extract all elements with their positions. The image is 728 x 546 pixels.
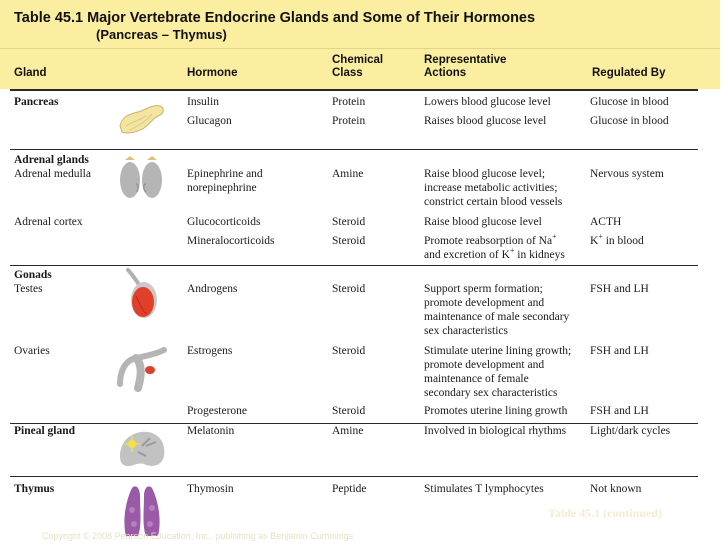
- hormone-glucocorticoids: Glucocorticoids: [187, 216, 261, 228]
- gland-adrenal-medulla: Adrenal medulla: [14, 168, 91, 180]
- table-title: Table 45.1 Major Vertebrate Endocrine Glands and Some of Their Hormones: [14, 10, 536, 26]
- action-estrogens-1: Stimulate uterine lining growth;: [424, 345, 572, 357]
- adrenal-glands-icon: [116, 154, 166, 204]
- rule-after-pancreas: [10, 149, 698, 150]
- action-mineralocorticoids-2: and excretion of K+ in kidneys: [424, 246, 565, 261]
- header-rule: [10, 89, 698, 91]
- regulated-melatonin: Light/dark cycles: [590, 425, 671, 437]
- table-continued-caption: Table 45.1 (continued): [548, 506, 662, 520]
- header-hormone: Hormone: [187, 67, 238, 79]
- header-gland: Gland: [14, 67, 47, 79]
- gland-ovaries: Ovaries: [14, 345, 50, 357]
- class-mineralocorticoids: Steroid: [332, 235, 366, 247]
- action-thymosin: Stimulates T lymphocytes: [424, 483, 544, 495]
- action-estrogens-4: secondary sex characteristics: [424, 387, 558, 399]
- class-estrogens: Steroid: [332, 345, 366, 357]
- regulated-mineralocorticoids: K+ in blood: [590, 232, 644, 247]
- action-melatonin: Involved in biological rhythms: [424, 425, 567, 437]
- column-header-band: [0, 48, 720, 89]
- gland-adrenal-cortex: Adrenal cortex: [14, 216, 83, 228]
- rule-after-adrenal: [10, 265, 698, 266]
- hormone-epinephrine-1: Epinephrine and: [187, 168, 263, 180]
- gland-thymus: Thymus: [14, 483, 55, 495]
- hormone-androgens: Androgens: [187, 283, 238, 295]
- regulated-insulin: Glucose in blood: [590, 96, 669, 108]
- pancreas-icon: [116, 100, 166, 136]
- regulated-glucocorticoids: ACTH: [590, 216, 622, 228]
- header-chemical-class-2: Class: [332, 67, 363, 79]
- hormone-mineralocorticoids: Mineralocorticoids: [187, 235, 275, 247]
- action-estrogens-2: promote development and: [424, 359, 545, 371]
- rule-after-pineal: [10, 476, 698, 477]
- hormone-melatonin: Melatonin: [187, 425, 235, 437]
- hormone-epinephrine-2: norepinephrine: [187, 182, 257, 194]
- action-androgens-4: sex characteristics: [424, 325, 508, 337]
- action-androgens-3: maintenance of male secondary: [424, 311, 570, 323]
- action-mineralocorticoids-1: Promote reabsorption of Na+: [424, 232, 557, 247]
- regulated-glucagon: Glucose in blood: [590, 115, 669, 127]
- class-melatonin: Amine: [332, 425, 364, 437]
- pineal-gland-icon: [116, 426, 168, 470]
- regulated-thymosin: Not known: [590, 483, 642, 495]
- table-subtitle: (Pancreas – Thymus): [96, 27, 227, 42]
- gland-testes: Testes: [14, 283, 43, 295]
- header-actions-2: Actions: [424, 67, 467, 79]
- action-progesterone: Promotes uterine lining growth: [424, 405, 568, 417]
- action-epinephrine-3: constrict certain blood vessels: [424, 196, 563, 208]
- class-androgens: Steroid: [332, 283, 366, 295]
- action-insulin: Lowers blood glucose level: [424, 96, 551, 108]
- class-epinephrine: Amine: [332, 168, 364, 180]
- testis-icon: [118, 266, 166, 320]
- hormone-insulin: Insulin: [187, 96, 219, 108]
- action-epinephrine-1: Raise blood glucose level;: [424, 168, 546, 180]
- hormone-glucagon: Glucagon: [187, 115, 232, 127]
- action-estrogens-3: maintenance of female: [424, 373, 529, 385]
- header-regulated-by: Regulated By: [592, 67, 666, 79]
- regulated-progesterone: FSH and LH: [590, 405, 649, 417]
- gland-adrenal-group: Adrenal glands: [14, 154, 89, 166]
- regulated-androgens: FSH and LH: [590, 283, 649, 295]
- action-glucagon: Raises blood glucose level: [424, 115, 547, 127]
- action-androgens-1: Support sperm formation;: [424, 283, 543, 295]
- class-progesterone: Steroid: [332, 405, 366, 417]
- ovary-icon: [116, 344, 170, 392]
- title-band: [0, 0, 720, 48]
- regulated-epinephrine: Nervous system: [590, 168, 664, 180]
- hormone-thymosin: Thymosin: [187, 483, 234, 495]
- gland-gonads-group: Gonads: [14, 269, 52, 281]
- header-actions-1: Representative: [424, 54, 507, 66]
- class-glucocorticoids: Steroid: [332, 216, 366, 228]
- regulated-estrogens: FSH and LH: [590, 345, 649, 357]
- class-thymosin: Peptide: [332, 483, 367, 495]
- class-glucagon: Protein: [332, 115, 366, 127]
- hormone-progesterone: Progesterone: [187, 405, 248, 417]
- gland-pineal: Pineal gland: [14, 425, 76, 437]
- action-epinephrine-2: increase metabolic activities;: [424, 182, 558, 194]
- action-glucocorticoids: Raise blood glucose level: [424, 216, 542, 228]
- header-chemical-class-1: Chemical: [332, 54, 384, 66]
- class-insulin: Protein: [332, 96, 366, 108]
- hormone-estrogens: Estrogens: [187, 345, 233, 357]
- copyright-notice: Copyright © 2008 Pearson Education, Inc., publishing as Benjamin Cummings: [42, 531, 354, 541]
- action-androgens-2: promote development and: [424, 297, 545, 309]
- gland-pancreas: Pancreas: [14, 96, 59, 108]
